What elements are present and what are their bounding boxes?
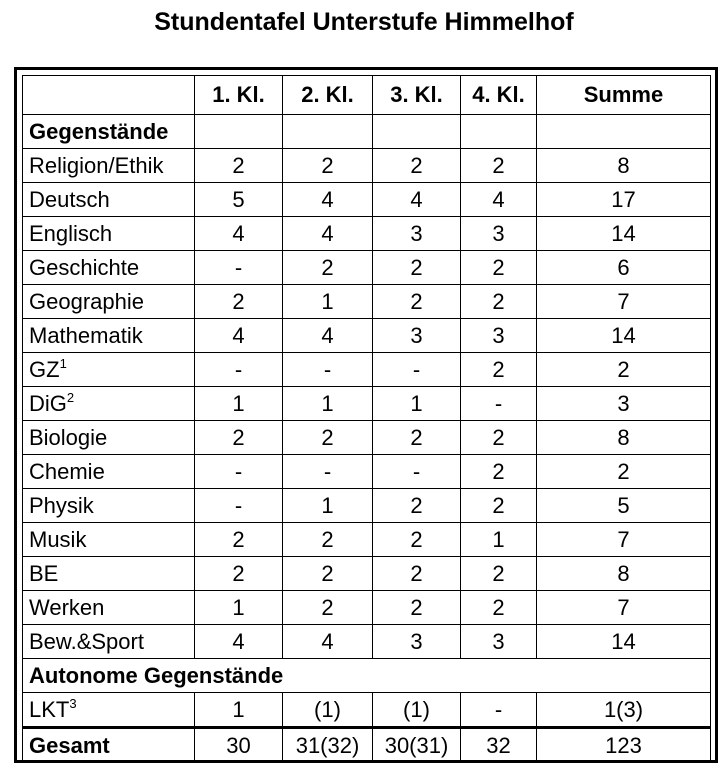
section-heading: Gegenstände [23, 115, 195, 149]
table-row [23, 183, 711, 217]
column-header: 2. Kl. [283, 76, 373, 115]
section-row-autonomous [23, 659, 711, 693]
value-cell: 1 [195, 387, 283, 421]
value-cell: 2 [373, 149, 461, 183]
footnote-marker: 1 [59, 356, 67, 371]
column-header: 4. Kl. [461, 76, 537, 115]
subject-name: Geographie [29, 288, 144, 314]
row-label [23, 183, 195, 217]
section-heading: Autonome Gegenstände [23, 659, 711, 693]
value-cell: 14 [537, 625, 711, 659]
row-label [23, 693, 195, 728]
value-cell: 3 [373, 625, 461, 659]
value-cell: 7 [537, 591, 711, 625]
value-cell: 2 [373, 591, 461, 625]
value-cell: 2 [461, 421, 537, 455]
table-row [23, 523, 711, 557]
value-cell: 4 [461, 183, 537, 217]
row-label [23, 251, 195, 285]
subject-name: Englisch [29, 220, 113, 246]
table-row [23, 693, 711, 728]
value-cell: 123 [537, 728, 711, 763]
timetable-frame [14, 67, 718, 763]
value-cell: 4 [195, 217, 283, 251]
value-cell: 3 [373, 319, 461, 353]
value-cell: 4 [283, 625, 373, 659]
value-cell: 2 [461, 251, 537, 285]
row-label [23, 149, 195, 183]
row-label [23, 523, 195, 557]
value-cell: - [461, 387, 537, 421]
value-cell: 2 [461, 149, 537, 183]
table-row [23, 353, 711, 387]
subject-name: Chemie [29, 458, 105, 484]
value-cell: 2 [461, 285, 537, 319]
value-cell: 5 [195, 183, 283, 217]
value-cell: 4 [195, 319, 283, 353]
row-label [23, 387, 195, 421]
table-row [23, 149, 711, 183]
value-cell: 6 [537, 251, 711, 285]
subject-name: Geschichte [29, 254, 140, 280]
value-cell: 2 [373, 421, 461, 455]
value-cell: 2 [283, 523, 373, 557]
value-cell: 17 [537, 183, 711, 217]
value-cell: 4 [283, 183, 373, 217]
table-row [23, 625, 711, 659]
table-row [23, 421, 711, 455]
table-row [23, 591, 711, 625]
value-cell: 2 [373, 523, 461, 557]
value-cell: 2 [461, 353, 537, 387]
timetable-body [23, 76, 711, 763]
value-cell: - [195, 455, 283, 489]
value-cell: 32 [461, 728, 537, 763]
value-cell: 2 [461, 591, 537, 625]
value-cell: 3 [537, 387, 711, 421]
value-cell: 7 [537, 523, 711, 557]
row-label [23, 217, 195, 251]
value-cell: 2 [537, 353, 711, 387]
row-label [23, 728, 195, 763]
value-cell: 5 [537, 489, 711, 523]
subject-name: GZ [29, 357, 60, 382]
row-label [23, 557, 195, 591]
value-cell: 2 [195, 557, 283, 591]
value-cell: 2 [373, 489, 461, 523]
value-cell: 4 [283, 319, 373, 353]
row-label [23, 353, 195, 387]
row-label [23, 489, 195, 523]
row-label [23, 285, 195, 319]
value-cell: 2 [461, 557, 537, 591]
subject-name: Musik [29, 526, 87, 552]
row-label [23, 591, 195, 625]
value-cell: 14 [537, 217, 711, 251]
table-row [23, 387, 711, 421]
column-header: 3. Kl. [373, 76, 461, 115]
subject-name: Deutsch [29, 186, 110, 212]
value-cell: - [373, 353, 461, 387]
value-cell: 2 [373, 557, 461, 591]
value-cell: 2 [373, 285, 461, 319]
value-cell: 2 [283, 421, 373, 455]
value-cell: (1) [373, 693, 461, 728]
footnote-marker: 2 [66, 390, 75, 405]
value-cell: 1 [283, 387, 373, 421]
table-row [23, 251, 711, 285]
value-cell: 2 [283, 557, 373, 591]
table-row [23, 285, 711, 319]
value-cell: - [195, 251, 283, 285]
timetable [22, 75, 711, 763]
table-row [23, 489, 711, 523]
value-cell: 3 [461, 217, 537, 251]
subject-name: DiG [29, 391, 67, 416]
value-cell: 2 [461, 455, 537, 489]
subject-name: BE [29, 560, 59, 586]
subject-name: Biologie [29, 424, 108, 450]
value-cell: 4 [283, 217, 373, 251]
subject-name: Mathematik [29, 322, 143, 348]
value-cell: - [195, 489, 283, 523]
table-row [23, 319, 711, 353]
table-row [23, 455, 711, 489]
value-cell: (1) [283, 693, 373, 728]
value-cell: 2 [195, 285, 283, 319]
row-label [23, 421, 195, 455]
value-cell: 1 [195, 591, 283, 625]
value-cell: 1 [283, 489, 373, 523]
value-cell: 2 [283, 251, 373, 285]
value-cell: 30 [195, 728, 283, 763]
value-cell: 1(3) [537, 693, 711, 728]
row-label [23, 455, 195, 489]
subject-name: Gesamt [29, 732, 110, 758]
value-cell: 30(31) [373, 728, 461, 763]
column-header: Summe [537, 76, 711, 115]
value-cell: 2 [195, 149, 283, 183]
value-cell: 1 [283, 285, 373, 319]
value-cell: 1 [373, 387, 461, 421]
value-cell: - [283, 353, 373, 387]
subject-name: Bew.&Sport [29, 628, 144, 654]
value-cell: 4 [373, 183, 461, 217]
subject-name: Werken [29, 594, 105, 620]
page-title: Stundentafel Unterstufe Himmelhof [154, 8, 574, 36]
value-cell: 14 [537, 319, 711, 353]
value-cell: 31(32) [283, 728, 373, 763]
value-cell: 8 [537, 149, 711, 183]
value-cell: 7 [537, 285, 711, 319]
value-cell: - [195, 353, 283, 387]
footnote-marker: 3 [69, 696, 77, 711]
header-corner-cell [23, 76, 195, 115]
row-label [23, 319, 195, 353]
subject-name: LKT [29, 697, 70, 722]
value-cell: 2 [283, 591, 373, 625]
subject-name: Religion/Ethik [29, 152, 164, 178]
value-cell: 8 [537, 421, 711, 455]
table-row [23, 728, 711, 763]
header-row [23, 76, 711, 115]
subject-name: Physik [29, 492, 94, 518]
value-cell: 1 [461, 523, 537, 557]
value-cell: 2 [195, 421, 283, 455]
section-row-subjects [23, 115, 711, 149]
value-cell: 3 [373, 217, 461, 251]
value-cell: 4 [195, 625, 283, 659]
value-cell: 3 [461, 319, 537, 353]
row-label [23, 625, 195, 659]
value-cell: - [373, 455, 461, 489]
table-row [23, 217, 711, 251]
value-cell: - [283, 455, 373, 489]
column-header: 1. Kl. [195, 76, 283, 115]
value-cell: - [461, 693, 537, 728]
value-cell: 8 [537, 557, 711, 591]
value-cell: 3 [461, 625, 537, 659]
value-cell: 2 [195, 523, 283, 557]
table-row [23, 557, 711, 591]
value-cell: 2 [373, 251, 461, 285]
value-cell: 2 [461, 489, 537, 523]
value-cell: 2 [283, 149, 373, 183]
value-cell: 1 [195, 693, 283, 728]
value-cell: 2 [537, 455, 711, 489]
